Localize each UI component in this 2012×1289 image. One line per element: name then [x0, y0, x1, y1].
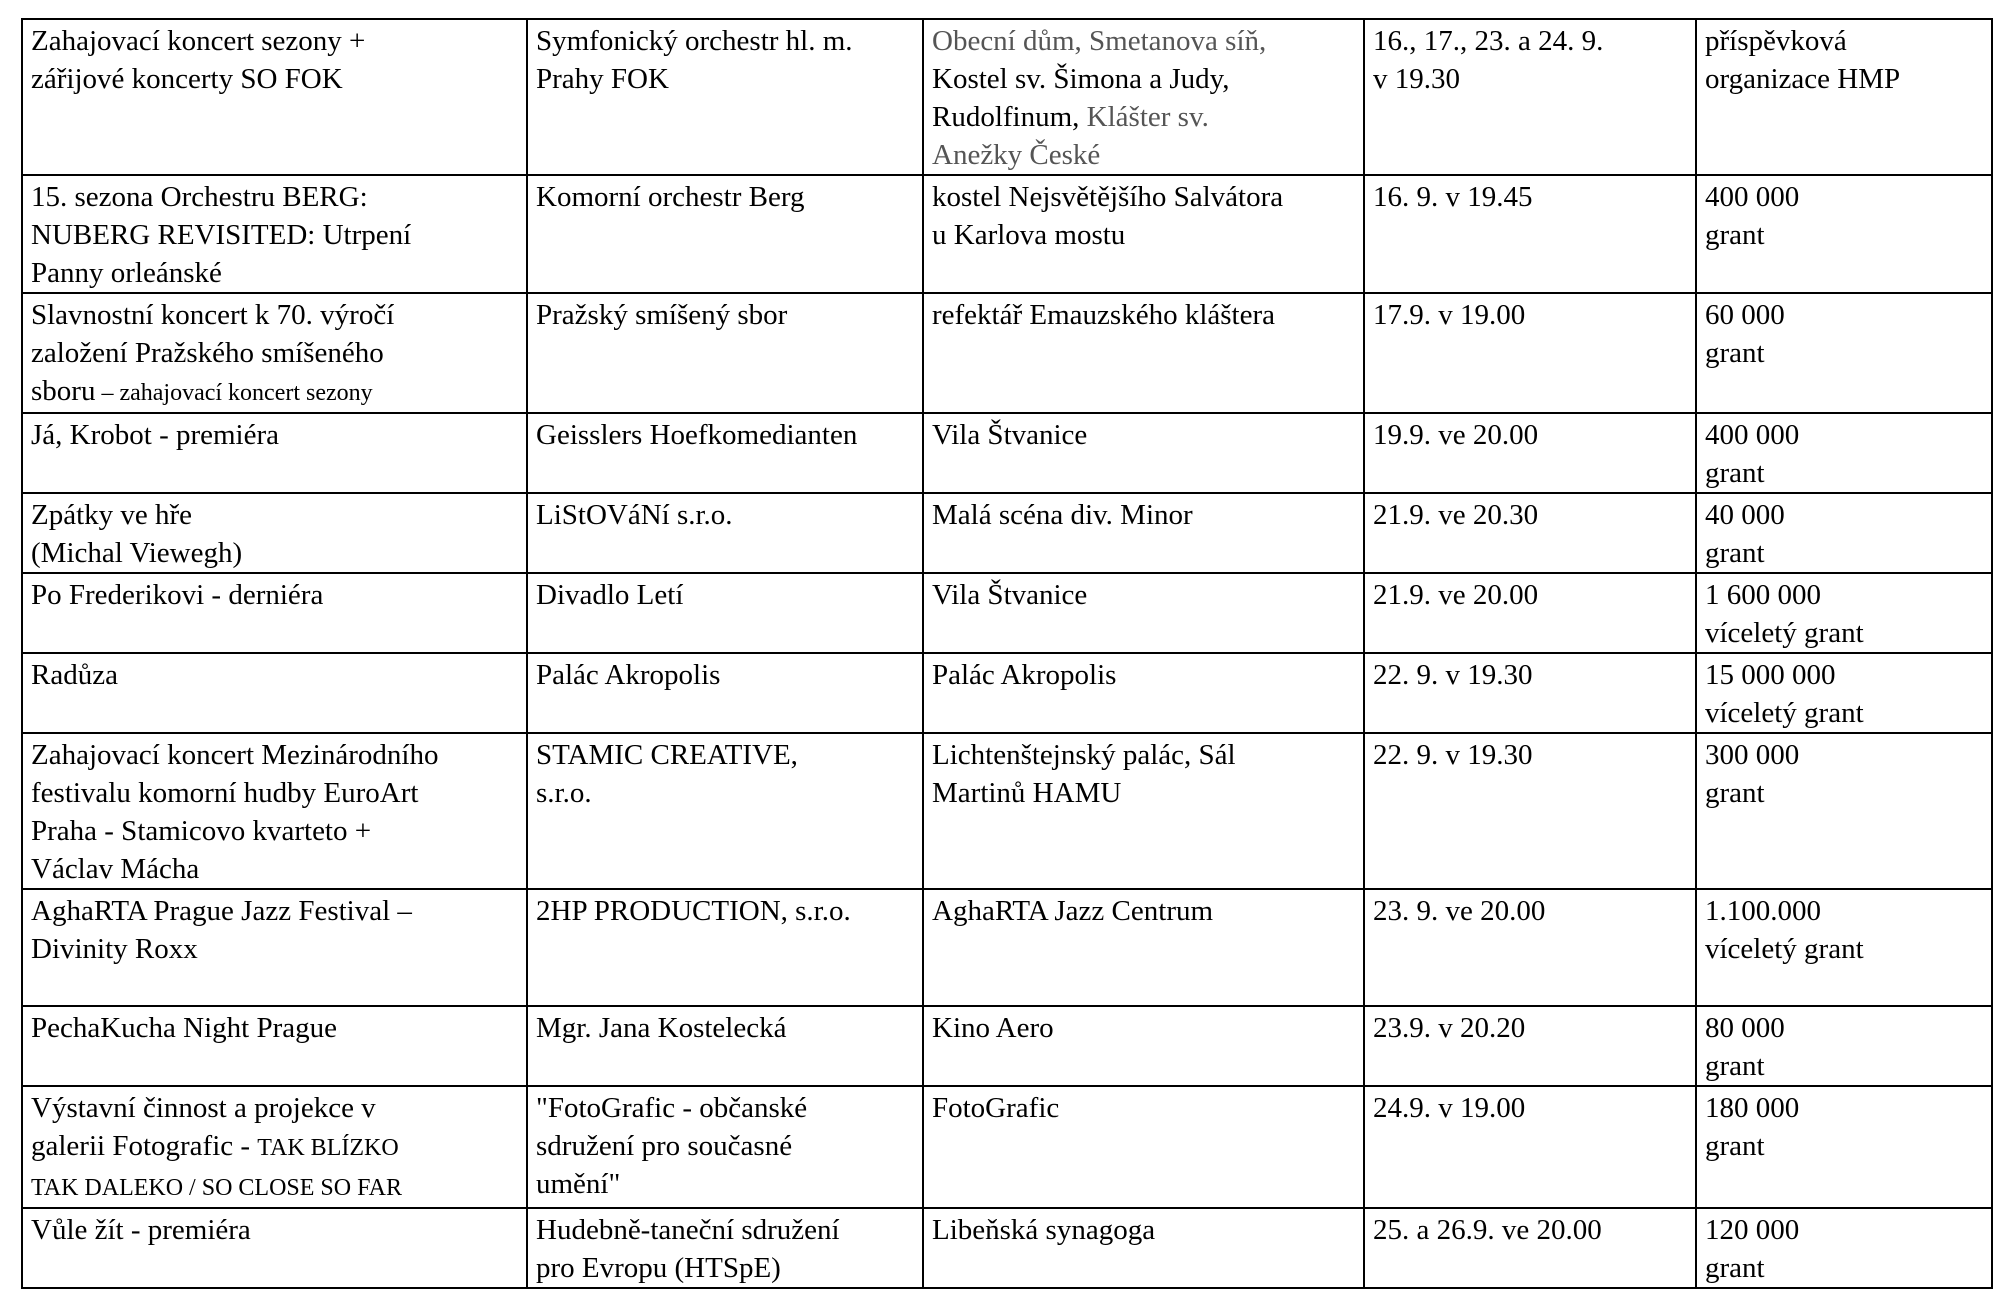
organizer-cell: Symfonický orchestr hl. m. Prahy FOK [527, 19, 923, 175]
event-title: PechaKucha Night Prague [31, 1012, 338, 1044]
venue-cell: Vila Štvanice [923, 413, 1364, 493]
date-cell: 19.9. ve 20.00 [1364, 413, 1696, 493]
event-title: Já, Krobot - premiéra [31, 419, 280, 451]
venue-text: Klášter sv. Anežky České [932, 101, 1209, 171]
organizer-cell: STAMIC CREATIVE, s.r.o. [527, 733, 923, 889]
events-table [21, 18, 1993, 1289]
event-title-cell [22, 653, 527, 733]
venue-text: Kostel sv. Šimona a Judy, Rudolfinum, [932, 63, 1230, 133]
table-row [22, 1006, 1992, 1086]
event-title: AghaRTA Prague Jazz Festival – Divinity Roxx [31, 895, 412, 965]
event-title-cell [22, 19, 527, 175]
event-title-cell [22, 573, 527, 653]
venue-cell: AghaRTA Jazz Centrum [923, 889, 1364, 1006]
event-title-cell [22, 733, 527, 889]
date-cell: 21.9. ve 20.30 [1364, 493, 1696, 573]
organizer-cell: "FotoGrafic - občanské sdružení pro současné umění" [527, 1086, 923, 1208]
venue-cell [923, 19, 1364, 175]
event-title: Slavnostní koncert k 70. výročí založení Pražského smíšeného sboru [31, 299, 395, 407]
venue-cell: Vila Štvanice [923, 573, 1364, 653]
event-title: Vůle žít - premiéra [31, 1214, 251, 1246]
event-title: Radůza [31, 659, 118, 691]
table-row [22, 573, 1992, 653]
funding-cell: 300 000 grant [1696, 733, 1992, 889]
organizer-cell: LiStOVáNí s.r.o. [527, 493, 923, 573]
funding-cell: 1.100.000 víceletý grant [1696, 889, 1992, 1006]
venue-cell: kostel Nejsvětějšího Salvátora u Karlova mostu [923, 175, 1364, 293]
date-cell: 21.9. ve 20.00 [1364, 573, 1696, 653]
table-row [22, 293, 1992, 413]
event-title-cell [22, 1208, 527, 1288]
organizer-cell: Geisslers Hoefkomedianten [527, 413, 923, 493]
table-row [22, 1208, 1992, 1288]
venue-cell: Libeňská synagoga [923, 1208, 1364, 1288]
table-row [22, 413, 1992, 493]
organizer-cell: Pražský smíšený sbor [527, 293, 923, 413]
funding-cell: 120 000 grant [1696, 1208, 1992, 1288]
document-page [21, 18, 1993, 1289]
event-title-note: – zahajovací koncert sezony [95, 380, 373, 406]
funding-cell: 180 000 grant [1696, 1086, 1992, 1208]
organizer-cell: 2HP PRODUCTION, s.r.o. [527, 889, 923, 1006]
funding-cell: příspěvková organizace HMP [1696, 19, 1992, 175]
event-title-cell [22, 175, 527, 293]
organizer-cell: Palác Akropolis [527, 653, 923, 733]
date-cell: 22. 9. v 19.30 [1364, 653, 1696, 733]
table-row [22, 889, 1992, 1006]
funding-cell: 40 000 grant [1696, 493, 1992, 573]
date-cell: 24.9. v 19.00 [1364, 1086, 1696, 1208]
table-row [22, 653, 1992, 733]
organizer-cell: Komorní orchestr Berg [527, 175, 923, 293]
funding-cell: 15 000 000 víceletý grant [1696, 653, 1992, 733]
event-title: Po Frederikovi - derniéra [31, 579, 324, 611]
date-cell: 22. 9. v 19.30 [1364, 733, 1696, 889]
event-title-cell [22, 1086, 527, 1208]
venue-cell: Lichtenštejnský palác, Sál Martinů HAMU [923, 733, 1364, 889]
event-title-note: TAK BLÍZKO TAK DALEKO / SO CLOSE SO FAR [31, 1135, 402, 1201]
event-title: Zahajovací koncert sezony + zářijové koncerty SO FOK [31, 25, 366, 95]
venue-cell: Kino Aero [923, 1006, 1364, 1086]
table-row [22, 493, 1992, 573]
funding-cell: 400 000 grant [1696, 175, 1992, 293]
event-title: 15. sezona Orchestru BERG: NUBERG REVISITED: Utrpení Panny orleánské [31, 181, 412, 289]
table-row [22, 1086, 1992, 1208]
venue-cell: Malá scéna div. Minor [923, 493, 1364, 573]
funding-cell: 80 000 grant [1696, 1006, 1992, 1086]
event-title-cell [22, 1006, 527, 1086]
date-cell: 25. a 26.9. ve 20.00 [1364, 1208, 1696, 1288]
date-cell: 23.9. v 20.20 [1364, 1006, 1696, 1086]
organizer-cell: Mgr. Jana Kostelecká [527, 1006, 923, 1086]
table-row [22, 19, 1992, 175]
event-title-cell [22, 493, 527, 573]
event-title-cell [22, 293, 527, 413]
table-row [22, 733, 1992, 889]
organizer-cell: Hudebně-taneční sdružení pro Evropu (HTSpE) [527, 1208, 923, 1288]
event-title-cell [22, 413, 527, 493]
event-title: Zpátky ve hře (Michal Viewegh) [31, 499, 243, 569]
funding-cell: 400 000 grant [1696, 413, 1992, 493]
event-title: Výstavní činnost a projekce v galerii Fotografic - [31, 1092, 376, 1162]
venue-cell: refektář Emauzského kláštera [923, 293, 1364, 413]
table-row [22, 175, 1992, 293]
venue-cell: FotoGrafic [923, 1086, 1364, 1208]
organizer-cell: Divadlo Letí [527, 573, 923, 653]
venue-text: Obecní dům, Smetanova síň, [932, 25, 1267, 57]
event-title-cell [22, 889, 527, 1006]
funding-cell: 1 600 000 víceletý grant [1696, 573, 1992, 653]
date-cell: 23. 9. ve 20.00 [1364, 889, 1696, 1006]
date-cell: 16., 17., 23. a 24. 9. v 19.30 [1364, 19, 1696, 175]
funding-cell: 60 000 grant [1696, 293, 1992, 413]
date-cell: 17.9. v 19.00 [1364, 293, 1696, 413]
venue-cell: Palác Akropolis [923, 653, 1364, 733]
event-title: Zahajovací koncert Mezinárodního festivalu komorní hudby EuroArt Praha - Stamicovo kvarteto + Václav Mácha [31, 739, 439, 885]
date-cell: 16. 9. v 19.45 [1364, 175, 1696, 293]
